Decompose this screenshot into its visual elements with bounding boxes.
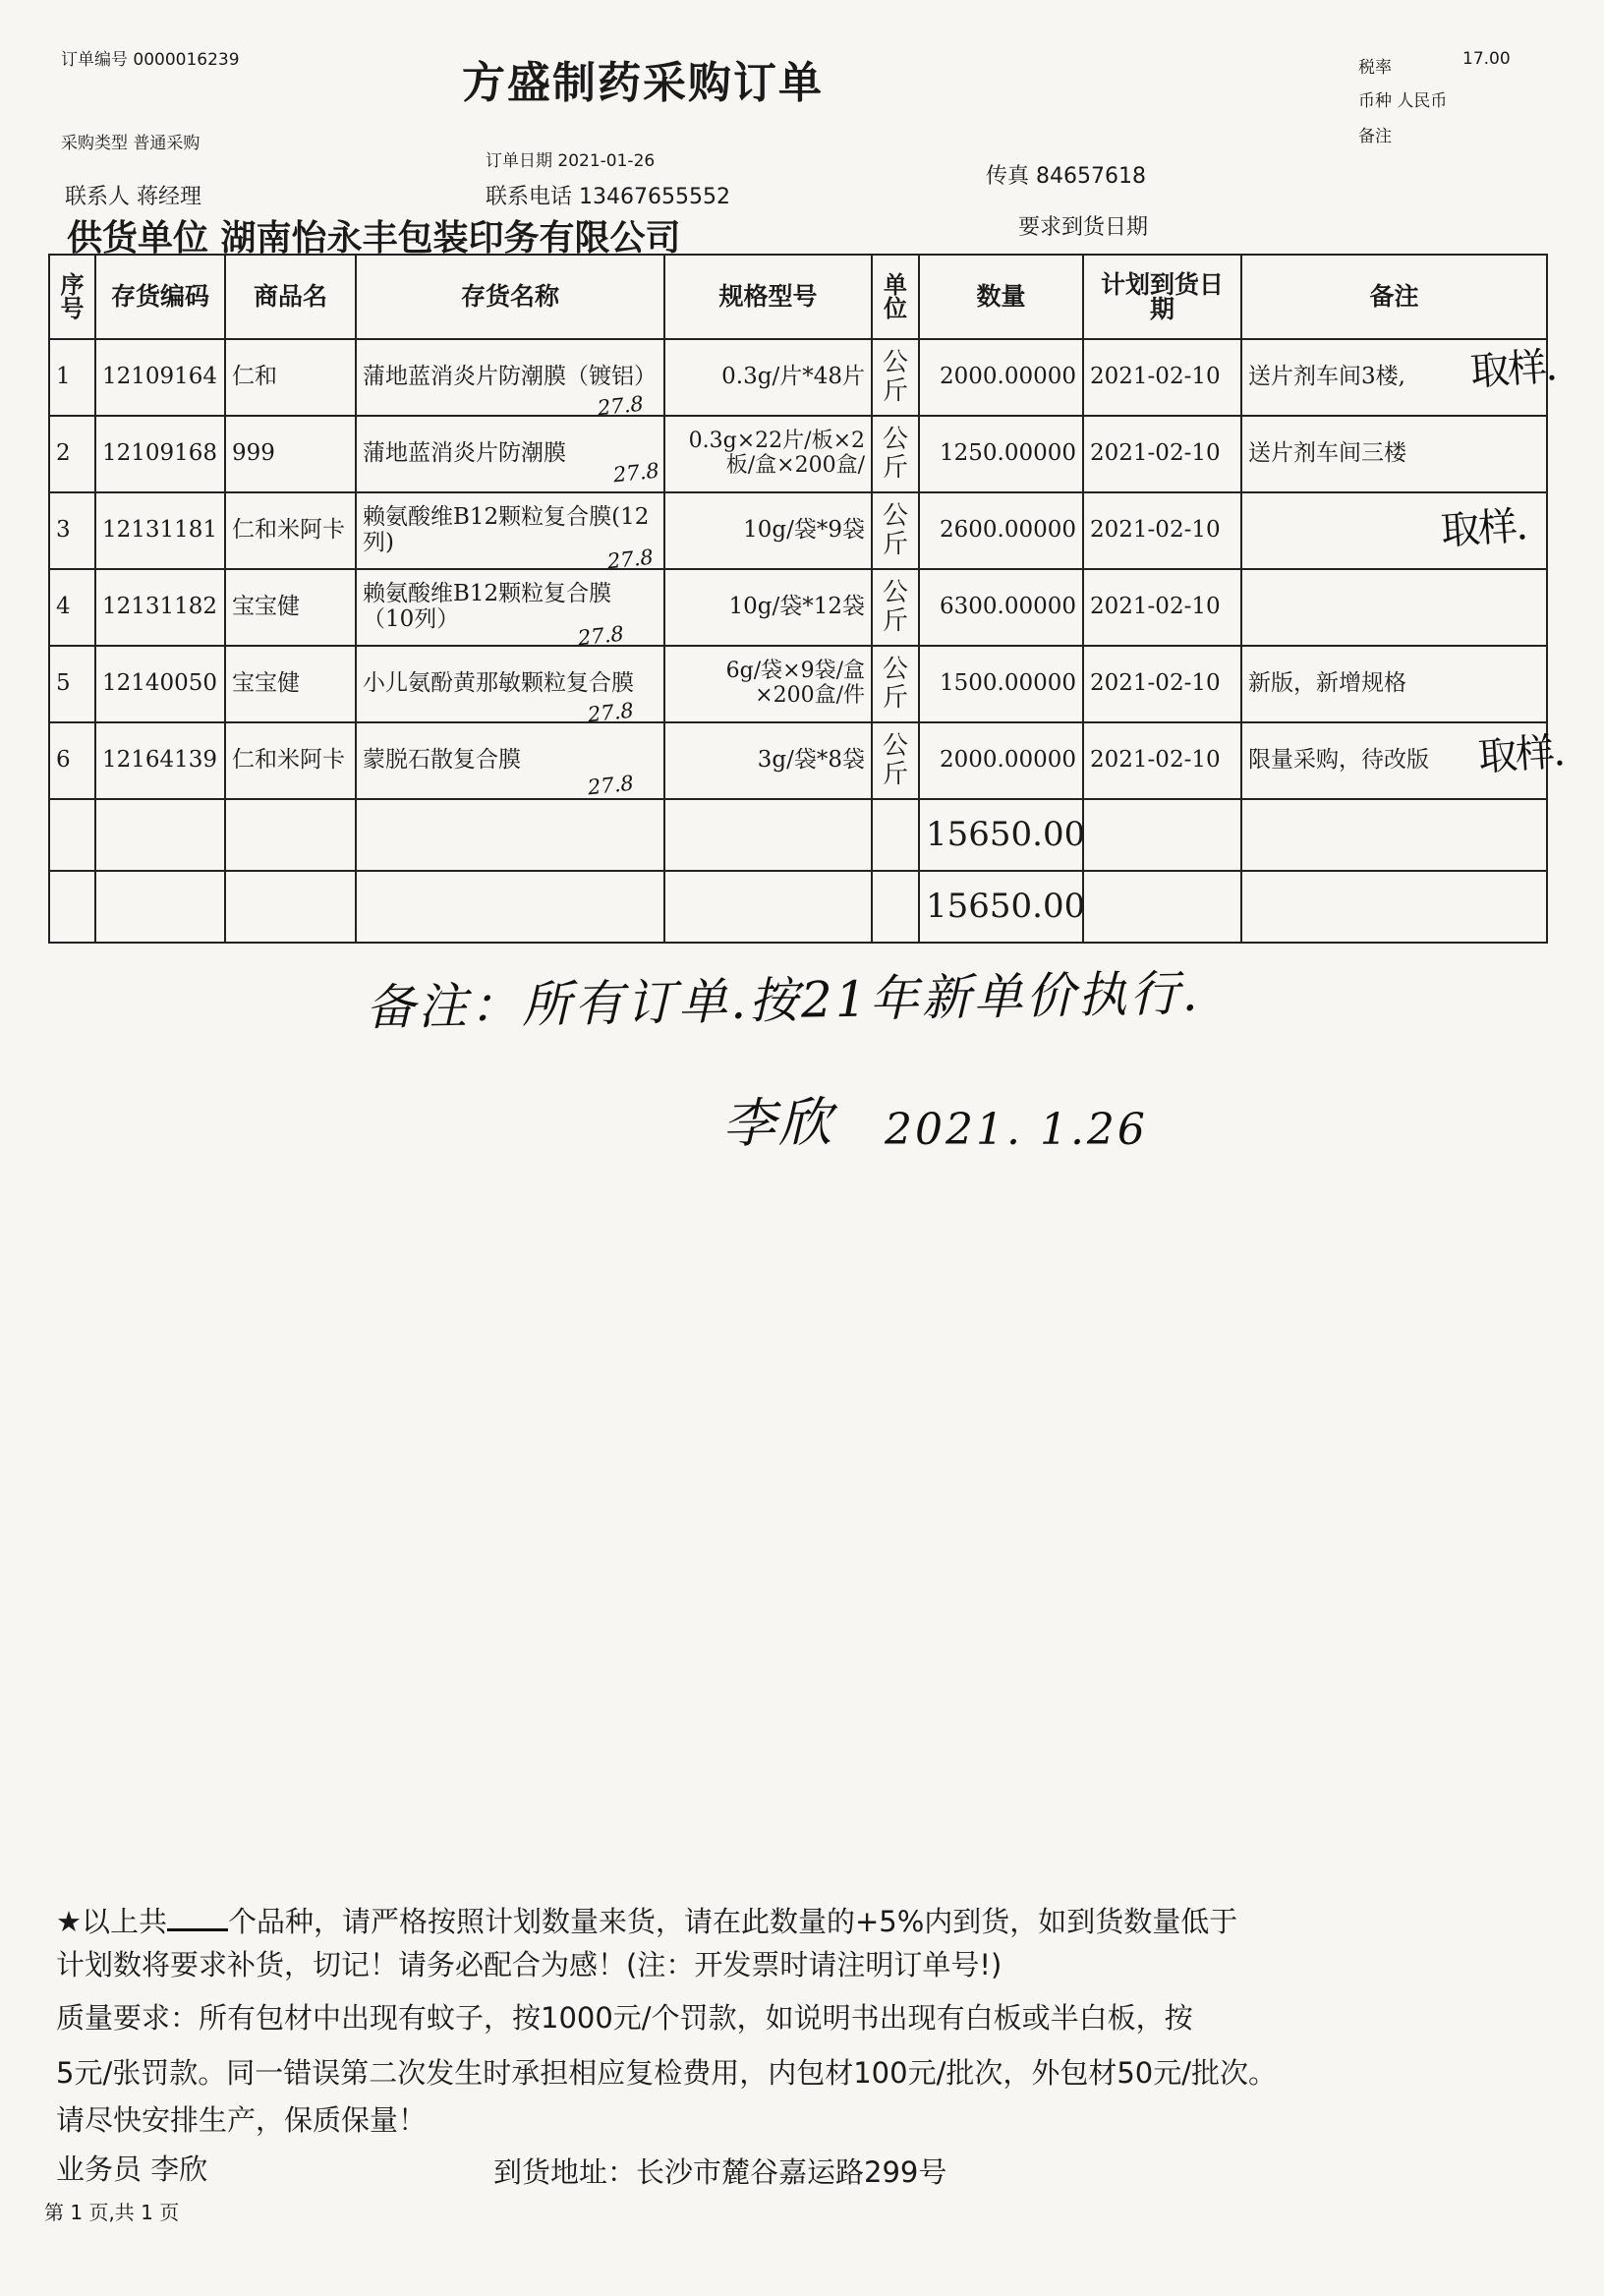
col-header-qty: 数量	[919, 255, 1083, 339]
row-name-cell	[356, 722, 664, 799]
order-table	[48, 254, 1566, 944]
row-note-cell	[1241, 492, 1547, 569]
row-no: 4	[49, 569, 95, 646]
handwritten-price: 27.8	[587, 699, 636, 727]
row-qty: 6300.00000	[919, 569, 1083, 646]
quality-line-1: 质量要求：所有包材中出现有蚊子，按1000元/个罚款，如说明书出现有白板或半白板，按	[56, 2001, 1193, 2035]
row-code: 12131181	[95, 492, 225, 569]
quality-line-2: 5元/张罚款。同一错误第二次发生时承担相应复检费用，内包材100元/批次，外包材50元/批次。	[56, 2056, 1278, 2090]
row-brand: 999	[225, 416, 356, 492]
row-qty: 2000.00000	[919, 339, 1083, 416]
row-name: 小儿氨酚黄那敏颗粒复合膜	[363, 670, 634, 697]
handwritten-price: 27.8	[577, 622, 626, 651]
row-no: 5	[49, 646, 95, 722]
handwritten-sample-note: 取样.	[1468, 344, 1558, 395]
handwritten-price: 27.8	[606, 545, 656, 574]
contact-person: 联系人 蒋经理	[65, 185, 201, 209]
row-date: 2021-02-10	[1083, 492, 1241, 569]
row-no: 3	[49, 492, 95, 569]
order-date: 订单日期 2021-01-26	[486, 151, 656, 171]
col-header-name: 存货名称	[356, 255, 664, 339]
terms-line-1	[56, 1903, 1237, 1936]
order-number: 订单编号 0000016239	[61, 50, 240, 70]
table-row	[49, 569, 1547, 646]
handwritten-price: 27.8	[587, 772, 636, 800]
col-header-date: 计划到货日期	[1083, 255, 1241, 339]
delivery-address: 到货地址：长沙市麓谷嘉运路299号	[493, 2155, 947, 2189]
supplier: 供货单位 湖南怡永丰包装印务有限公司	[67, 218, 681, 258]
row-spec: 3g/袋*8袋	[664, 722, 872, 799]
row-date: 2021-02-10	[1083, 569, 1241, 646]
row-name: 赖氨酸维B12颗粒复合膜（10列）	[363, 581, 612, 632]
page-indicator: 第 1 页,共 1 页	[44, 2201, 180, 2224]
salesperson: 业务员 李欣	[56, 2152, 208, 2186]
required-date-label: 要求到货日期	[1018, 215, 1149, 240]
total-value: 15650.00	[919, 871, 1083, 943]
row-date: 2021-02-10	[1083, 722, 1241, 799]
col-header-unit: 单位	[872, 255, 919, 339]
table-row	[49, 416, 1547, 492]
col-header-brand: 商品名	[225, 255, 356, 339]
purchase-type: 采购类型 普通采购	[61, 134, 200, 153]
row-name: 蒲地蓝消炎片防潮膜	[363, 440, 566, 467]
row-note	[1241, 569, 1547, 646]
terms-line-2: 计划数将要求补货，切记！请务必配合为感！(注：开发票时请注明订单号!)	[56, 1948, 1002, 1981]
row-unit: 公斤	[872, 339, 919, 416]
col-header-spec: 规格型号	[664, 255, 872, 339]
subtotal-row	[49, 799, 1547, 871]
row-note-cell	[1241, 339, 1558, 416]
row-unit: 公斤	[872, 416, 919, 492]
handwritten-signature: 李欣	[721, 1091, 835, 1155]
terms-line-1-end: 个品种，请严格按照计划数量来货，请在此数量的+5%内到货，如到货数量低于	[228, 1905, 1238, 1938]
table-row	[49, 646, 1547, 722]
handwritten-sample-note: 取样.	[1439, 503, 1528, 554]
tax-label: 税率	[1358, 58, 1392, 78]
col-header-code: 存货编码	[95, 255, 225, 339]
row-qty: 1500.00000	[919, 646, 1083, 722]
row-spec: 10g/袋*9袋	[664, 492, 872, 569]
row-unit: 公斤	[872, 722, 919, 799]
table-row	[49, 492, 1547, 569]
row-brand: 宝宝健	[225, 569, 356, 646]
document-title: 方盛制药采购订单	[462, 58, 824, 108]
col-header-note: 备注	[1241, 255, 1547, 339]
row-spec: 6g/袋×9袋/盒×200盒/件	[664, 646, 872, 722]
row-unit: 公斤	[872, 646, 919, 722]
handwritten-price: 27.8	[597, 392, 646, 421]
handwritten-price: 27.8	[612, 459, 661, 488]
row-spec: 10g/袋*12袋	[664, 569, 872, 646]
row-brand: 宝宝健	[225, 646, 356, 722]
row-name: 蒙脱石散复合膜	[363, 747, 521, 774]
row-name: 赖氨酸维B12颗粒复合膜(12列)	[363, 504, 650, 555]
row-name-cell	[356, 492, 664, 574]
row-qty: 1250.00000	[919, 416, 1083, 492]
row-no: 6	[49, 722, 95, 799]
quality-line-3: 请尽快安排生产，保质保量！	[56, 2103, 428, 2137]
row-code: 12109164	[95, 339, 225, 416]
row-code: 12164139	[95, 722, 225, 799]
row-name-cell	[356, 339, 664, 421]
row-spec: 0.3g/片*48片	[664, 339, 872, 416]
row-note: 限量采购，待改版	[1248, 747, 1429, 774]
row-name: 蒲地蓝消炎片防潮膜（镀铝）	[363, 364, 657, 390]
subtotal-value: 15650.00	[919, 799, 1083, 871]
tax-value: 17.00	[1462, 49, 1511, 69]
row-unit: 公斤	[872, 492, 919, 569]
col-header-no: 序号	[49, 255, 95, 339]
row-date: 2021-02-10	[1083, 416, 1241, 492]
row-date: 2021-02-10	[1083, 339, 1241, 416]
row-qty: 2000.00000	[919, 722, 1083, 799]
row-qty: 2600.00000	[919, 492, 1083, 569]
row-note-cell	[1241, 722, 1566, 799]
handwritten-remark: 备注：所有订单.按21年新单价执行.	[365, 964, 1201, 1037]
currency: 币种 人民币	[1358, 91, 1448, 111]
row-note: 送片剂车间三楼	[1241, 416, 1547, 492]
row-unit: 公斤	[872, 569, 919, 646]
row-brand: 仁和米阿卡	[225, 722, 356, 799]
contact-phone: 联系电话 13467655552	[486, 185, 730, 209]
row-code: 12131182	[95, 569, 225, 646]
row-note: 新版，新增规格	[1241, 646, 1547, 722]
table-row	[49, 339, 1547, 416]
row-name-cell	[356, 646, 664, 727]
row-brand: 仁和	[225, 339, 356, 416]
row-spec: 0.3g×22片/板×2板/盒×200盒/	[664, 416, 872, 492]
table-row	[49, 722, 1547, 799]
variety-count-blank	[167, 1903, 228, 1931]
fax: 传真 84657618	[986, 164, 1146, 189]
row-name-cell	[356, 416, 664, 492]
row-no: 1	[49, 339, 95, 416]
row-code: 12109168	[95, 416, 225, 492]
row-date: 2021-02-10	[1083, 646, 1241, 722]
header-remark-label: 备注	[1358, 127, 1392, 146]
row-no: 2	[49, 416, 95, 492]
handwritten-sample-note: 取样.	[1476, 729, 1566, 780]
row-code: 12140050	[95, 646, 225, 722]
table-header-row	[49, 255, 1547, 339]
handwritten-sign-date: 2021. 1.26	[885, 1105, 1148, 1155]
row-note: 送片剂车间3楼,	[1248, 364, 1405, 390]
row-brand: 仁和米阿卡	[225, 492, 356, 569]
terms-line-1-start: ★以上共	[56, 1905, 167, 1938]
row-name-cell	[356, 569, 664, 651]
total-row	[49, 871, 1547, 943]
